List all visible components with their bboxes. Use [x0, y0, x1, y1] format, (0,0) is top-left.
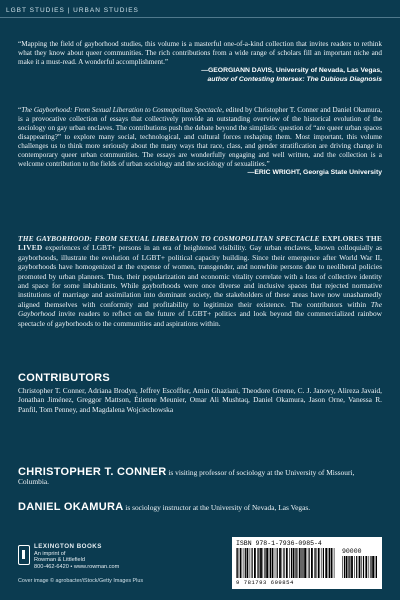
- blurb-body: , edited by Christopher T. Conner and Daniel Okamura, is a provocative collection of essays that collectively provide an outstanding overview of the historical evolution of the sociology on gay urban enclaves. The contributions push the debate beyond the simplistic question of “are queer urban spaces disappearing?” to explore many social, technological, and cultural forces reshaping them. Most important, this volume challenges us to think more seriously about the many ways that race, class, and gender stratification are driving change in contemporary queer urban communities. The essays are wonderfully engaging and well written, and the collection is a welcome contribution to the fields of urban sociology and the sociology of sexualities.”: [18, 106, 382, 168]
- open-quote: “: [18, 106, 22, 114]
- barcode-icon: [236, 548, 336, 578]
- barcode-digits: 9 781793 609854: [236, 579, 294, 586]
- price-code: 90000: [342, 548, 362, 555]
- price-barcode-icon: [342, 556, 378, 578]
- blurb-attribution: [18, 67, 382, 84]
- cover-credit: Cover image © agrobacter/iStock/Getty Images Plus: [18, 578, 144, 584]
- description-lead-title: THE GAYBORHOOD: FROM SEXUAL LIBERATION TO COSMOPOLITAN SPECTACLE: [18, 234, 320, 243]
- blurb-davis: [18, 40, 382, 84]
- blurb-attribution-title: author of Contesting Intersex: The Dubious Diagnosis: [207, 75, 382, 83]
- editor-name: CHRISTOPHER T. CONNER: [18, 466, 167, 478]
- publisher-name: LEXINGTON BOOKS: [34, 543, 102, 550]
- editor-bio: [18, 503, 382, 512]
- description-lead: EXPLORES THE LIVED: [18, 234, 382, 253]
- editor-name: DANIEL OKAMURA: [18, 501, 124, 513]
- publisher-contact: 800-462-6420 • www.rowman.com: [34, 563, 120, 570]
- book-title: The Gayborhood: From Sexual Liberation to Cosmopolitan Spectacle: [21, 106, 223, 114]
- contributors-heading: CONTRIBUTORS: [18, 372, 111, 384]
- publisher-parent: Rowman & Littlefield: [34, 557, 85, 564]
- editor-bio: [18, 468, 382, 487]
- description-body: experiences of LGBT+ persons in an era of heightened visibility. Gay urban enclaves, known colloquially as gayborhoods, illustrate the evolution of LGBT+ political capacity building. Since their emergence after World War II, gayborhoods have homogenized at the expense of women, transgender, and nonwhite persons due to neoliberal policies promoted by urban planners. Thus, their popularization and economic vitality correlate with a loss of collective identity and space for some inhabitants. While gayborhoods were once diverse and inclusive spaces that rejected normative institutions of marriage and assimilation into dominant society, the stakeholders of these areas have now unashamedly aligned themselves with conformity and profitability to legitimize their existence. The contributors within: [18, 243, 382, 309]
- contributors-list: Christopher T. Conner, Adriana Brodyn, Jeffrey Escoffier, Amin Ghaziani, Theodore Greene, C. J. Janovy, Alireza Javaid, Jonathan Jiménez, Greggor Mattson, Étienne Meunier, Omar Ali Mushtaq, Daniel Okamura, Jason Orne, Vanessa R. Panfil, Tom Penney, and Magdalena Wojciechowska: [18, 386, 382, 414]
- publisher-logo-icon: [18, 545, 30, 565]
- publisher-info: [34, 544, 119, 570]
- blurb-text: “Mapping the field of gayborhood studies, this volume is a masterful one-of-a-kind collection that invites readers to rethink what they know about queer communities. The rich contributions from a wide range of scholars fill an important niche and make it a must-read. A wonderful accomplishment.”: [18, 40, 382, 66]
- header-rule: [0, 17, 400, 18]
- blurb-wright: [18, 106, 382, 178]
- book-description: [18, 234, 382, 328]
- description-body-end: invite readers to reflect on the future of LGBT+ politics and look beyond the commercialized rainbow spectacle of gayborhoods to the communities and aspirations within.: [18, 309, 382, 328]
- isbn-text: ISBN 978-1-7936-0985-4: [236, 540, 322, 547]
- blurb-attribution-name: —ERIC WRIGHT, Georgia State University: [247, 169, 382, 176]
- blurb-text: [18, 106, 382, 169]
- series-label: LGBT STUDIES | URBAN STUDIES: [6, 7, 139, 14]
- description-book-title: The Gayborhood: [18, 299, 382, 319]
- publisher-imprint: An imprint of: [34, 550, 66, 557]
- editor-bio-text: is visiting professor of sociology at the University of Missouri, Columbia.: [18, 468, 355, 487]
- editor-bio-text: is sociology instructor at the University of Nevada, Las Vegas.: [123, 503, 311, 512]
- blurb-attribution-name: —GEORGIANN DAVIS, University of Nevada, Las Vegas,: [201, 67, 382, 74]
- barcode-panel: [232, 537, 382, 589]
